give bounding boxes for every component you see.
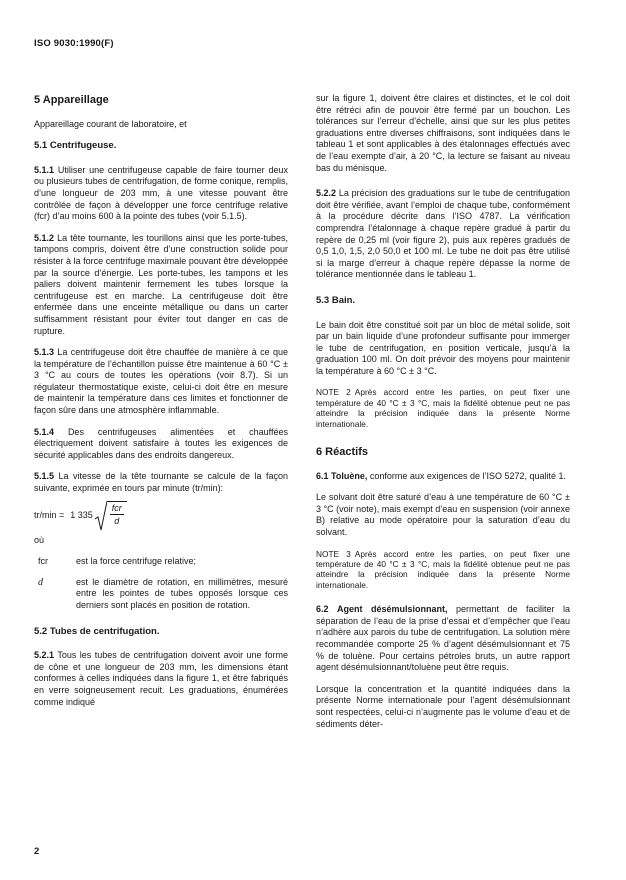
left-column <box>34 92 288 718</box>
clause-text: La vitesse de la tête tournante se calcule de la façon suivante, exprimée en tours par minute (tr/min): <box>34 471 288 494</box>
clause-text: La centrifugeuse doit être chauffée de manière à ce que la température de l’échantillon puisse être maintenue à 60 °C ± 3 °C au cours de toutes les opérations (voir 8.7). Si un régulateur thermostatique existe, celui-ci doit être en mesure de maintenir la température dans ces limites et fonctionner de façon sûre dans une atmosphère inflammable. <box>34 347 288 416</box>
clause-5-1-5 <box>34 471 288 494</box>
clause-number: 5.1.1 <box>34 164 55 175</box>
clause-5-2-2 <box>316 188 570 281</box>
radicand <box>107 501 127 531</box>
note-3 <box>316 549 570 591</box>
clause-text: La précision des graduations sur le tube de centrifugation doit être vérifiée, avant l’emploi de chaque tube, conformément à la procédure décrite dans l’ISO 4787. La vérification comprendra l’étalonnage à chaque repère gradué à partir du repère de 0,25 ml (voir figure 2), puis aux repères gradués de 0,5 1,0, 1,5, 2,0 50,0 et 100 ml. Le tube ne doit pas être utilisé si la marge d’erreur à chaque repère dépasse la norme de tolérance mentionnée dans le tableau 1. <box>316 188 570 280</box>
clause-5-2-1 <box>34 650 288 708</box>
definition-text: est le diamètre de rotation, en millimètres, mesuré entre les pointes de tubes opposés lorsque ces derniers sont placés en position de rotation. <box>76 576 288 610</box>
clause-6-2 <box>316 604 570 674</box>
clause-text: Des centrifugeuses alimentées et chauffées électriquement doivent satisfaire à toutes les exigences de sécurité applicables dans des endroits dangereux. <box>34 426 288 460</box>
page-number: 2 <box>34 846 40 857</box>
clause-number: 5.1.3 <box>34 347 55 358</box>
note-label: NOTE 2 <box>316 387 351 398</box>
clause-6-1 <box>316 471 570 483</box>
document-header: ISO 9030:1990(F) <box>34 38 114 49</box>
definition-text: est la force centrifuge relative; <box>76 556 197 567</box>
clause-5-1-2 <box>34 233 288 337</box>
section-5-2-heading: 5.2 Tubes de centrifugation. <box>34 625 160 637</box>
clause-text: Utiliser une centrifugeuse capable de faire tourner deux ou plusieurs tubes de centrifugation, de forme conique, remplis, d’une longueur de 203 mm, à une vitesse pouvant être contrôlée de façon à développer une force centrifuge relative (fcr) d’au moins 600 à la pointe des tubes (voir 5.1.5). <box>34 164 288 222</box>
clause-text: Tous les tubes de centrifugation doivent avoir une forme de cône et une longueur de 203 mm, les dimensions étant conformes à celles indiquées dans la figure 1, et être fabriqués en verre soigneusement recuit. Les graduations, énumérées comme indiqué <box>34 650 288 707</box>
formula-denominator: d <box>114 515 120 526</box>
note-text: Après accord entre les parties, on peut fixer une température de 40 °C ± 3 °C, mais la fidélité obtenue peut ne pas atteindre la précision indiquée dans la présente Norme internationale. <box>316 387 571 429</box>
reagent-name: Agent désémulsionnant, <box>337 604 448 615</box>
clause-number: 6.1 <box>316 470 329 481</box>
definition-row <box>34 556 288 568</box>
clause-text: permettant de faciliter la séparation de l’eau de la prise d’essai et d’empêcher que l’eau n’adhère aux parois du tube de centrifugation. La solution mère recommandée comporte 25 % d’agent désémulsionnant et 75 % de toluène. Pour certains pétroles bruts, un autre rapport agent désémulsionnant/toluène peut être requis. <box>316 604 570 673</box>
definition-symbol: d <box>38 576 43 588</box>
speed-formula <box>34 499 288 533</box>
definition-row <box>34 577 288 612</box>
where-label: où <box>34 534 45 545</box>
formula-lhs: tr/min = <box>34 509 65 520</box>
clause-5-1-1 <box>34 165 288 223</box>
clause-5-3: Le bain doit être constitué soit par un bloc de métal solide, soit par un bain liquide d’une profondeur suffisante pour immerger le tube de centrifugation, en position verticale, jusqu’à la graduation 100 ml. On doit prévoir des moyens pour maintenir la température à 60 °C ± 3 °C. <box>316 319 570 376</box>
clause-number: 5.2.1 <box>34 650 55 661</box>
note-2 <box>316 387 570 429</box>
reagent-name: Toluène, <box>331 470 368 481</box>
note-text: Après accord entre les parties, on peut fixer une température de 40 °C ± 3 °C, mais la fidélité obtenue peut ne pas atteindre la précision indiquée dans la présente Norme internationale. <box>316 548 571 590</box>
clause-5-1-4 <box>34 427 288 462</box>
section-5-1-heading: 5.1 Centrifugeuse. <box>34 140 117 152</box>
formula-numerator: fcr <box>111 502 122 513</box>
clause-6-1-solvent: Le solvant doit être saturé d’eau à une température de 60 °C ± 3 °C (voir note), mais exempt d’eau en suspension (voir annexe B) relative au mode opératoire pour la saturation d’eau du solvant. <box>316 492 570 538</box>
clause-number: 5.2.2 <box>316 188 337 199</box>
clause-text: conforme aux exigences de l’ISO 5272, qualité 1. <box>369 470 567 481</box>
clause-5-2-1-continued: sur la figure 1, doivent être claires et distinctes, et le col doit être rétréci afin de pouvoir être fermé par un bouchon. Les tolérances sur l’erreur d’échelle, ainsi que sur les plus petites graduations entre diverses chiffraisons, sont indiquées dans le tableau 1 et sont applicables à des étalonnages effectués avec de l’eau exempte d’air, à 20 °C, la lecture se faisant au niveau bas du ménisque. <box>316 93 570 173</box>
section-5-heading: 5 Appareillage <box>34 94 109 106</box>
clause-text: La tête tournante, les tourillons ainsi que les porte-tubes, tampons compris, doivent être d’une construction solide pour résister à la force centrifuge maximale pouvant être développée par la source d’énergie. Les porte-tubes, les tampons et les paliers doivent maintenir fermement les tubes lorsque la centrifugeuse est en marche. La centrifugeuse doit être enfermée dans une enceinte métallique ou dans un carter suffisamment résistant pour éviter tout danger en cas de rupture. <box>34 232 288 336</box>
clause-number: 5.1.4 <box>34 426 55 437</box>
section-5-intro: Appareillage courant de laboratoire, et <box>34 118 187 129</box>
section-5-3-heading: 5.3 Bain. <box>316 294 356 306</box>
right-column <box>316 93 570 740</box>
radical-sign-icon <box>95 501 107 531</box>
clause-number: 5.1.5 <box>34 471 55 482</box>
definition-symbol: fcr <box>38 556 48 567</box>
note-label: NOTE 3 <box>316 548 351 559</box>
formula-coefficient: 1 335 <box>70 509 93 520</box>
square-root <box>95 501 127 531</box>
clause-5-1-3 <box>34 347 288 417</box>
section-6-heading: 6 Réactifs <box>316 446 368 459</box>
clause-number: 6.2 <box>316 604 329 615</box>
clause-6-2-concentration: Lorsque la concentration et la quantité indiquées dans la présente Norme internationale pour l’agent désémulsionnant sont respectées, celui-ci n’augmente pas le volume d’eau et de sédiments déter- <box>316 683 570 729</box>
clause-number: 5.1.2 <box>34 232 55 243</box>
